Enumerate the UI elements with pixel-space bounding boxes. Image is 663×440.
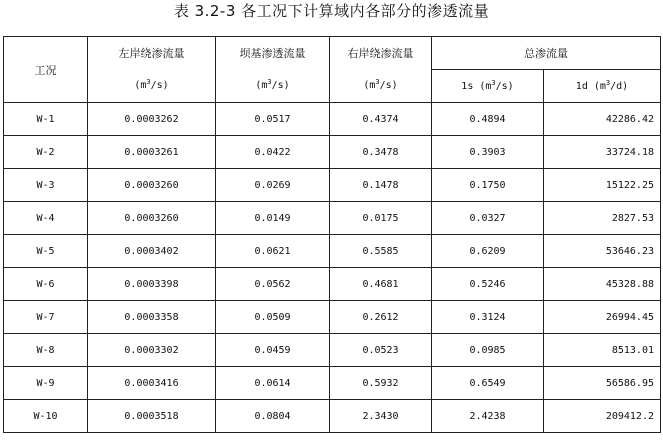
cell-total-per-day: 33724.18 <box>544 136 661 169</box>
header-total-per-second: 1s $(m^3/s)$ <box>432 70 544 103</box>
cell-left-bank: 0.0003260 <box>88 202 216 235</box>
cell-foundation: 0.0804 <box>216 400 330 433</box>
cell-total-per-day: 56586.95 <box>544 367 661 400</box>
cell-condition: W-7 <box>4 301 88 334</box>
table-row <box>4 367 661 400</box>
cell-right-bank: 0.3478 <box>330 136 432 169</box>
cell-foundation: 0.0562 <box>216 268 330 301</box>
cell-condition: W-8 <box>4 334 88 367</box>
cell-right-bank: 0.5932 <box>330 367 432 400</box>
header-condition: 工况 <box>4 37 88 103</box>
seepage-table <box>3 36 661 433</box>
cell-left-bank: 0.0003518 <box>88 400 216 433</box>
cell-left-bank: 0.0003260 <box>88 169 216 202</box>
cell-left-bank: 0.0003261 <box>88 136 216 169</box>
table-title: 表 3.2-3 各工况下计算域内各部分的渗透流量 <box>173 2 490 20</box>
header-foundation: 坝基渗透流量 <box>216 37 330 70</box>
cell-right-bank: 0.4681 <box>330 268 432 301</box>
cell-condition: W-5 <box>4 235 88 268</box>
cell-total-per-second: 0.0327 <box>432 202 544 235</box>
cell-foundation: 0.0621 <box>216 235 330 268</box>
header-left-bank: 左岸绕渗流量 <box>88 37 216 70</box>
table-row <box>4 103 661 136</box>
header-row-1 <box>4 37 661 70</box>
unit-left-bank: $(m^3/s)$ <box>88 70 216 103</box>
cell-condition: W-10 <box>4 400 88 433</box>
cell-right-bank: 0.2612 <box>330 301 432 334</box>
cell-total-per-second: 0.6549 <box>432 367 544 400</box>
cell-total-per-day: 53646.23 <box>544 235 661 268</box>
header-total-per-day: 1d $(m^3/d)$ <box>544 70 661 103</box>
unit-right-bank: $(m^3/s)$ <box>330 70 432 103</box>
cell-foundation: 0.0517 <box>216 103 330 136</box>
table-row <box>4 268 661 301</box>
cell-right-bank: 0.0175 <box>330 202 432 235</box>
cell-left-bank: 0.0003398 <box>88 268 216 301</box>
cell-foundation: 0.0459 <box>216 334 330 367</box>
table-row <box>4 169 661 202</box>
cell-total-per-day: 209412.2 <box>544 400 661 433</box>
cell-total-per-second: 2.4238 <box>432 400 544 433</box>
cell-condition: W-6 <box>4 268 88 301</box>
cell-total-per-day: 42286.42 <box>544 103 661 136</box>
cell-total-per-second: 0.1750 <box>432 169 544 202</box>
cell-total-per-second: 0.6209 <box>432 235 544 268</box>
cell-total-per-day: 8513.01 <box>544 334 661 367</box>
table-row <box>4 301 661 334</box>
cell-right-bank: 2.3430 <box>330 400 432 433</box>
cell-total-per-second: 0.3124 <box>432 301 544 334</box>
cell-total-per-day: 45328.88 <box>544 268 661 301</box>
table-row <box>4 334 661 367</box>
table-row <box>4 202 661 235</box>
cell-right-bank: 0.1478 <box>330 169 432 202</box>
cell-total-per-second: 0.3903 <box>432 136 544 169</box>
table-row <box>4 136 661 169</box>
cell-right-bank: 0.4374 <box>330 103 432 136</box>
cell-total-per-day: 15122.25 <box>544 169 661 202</box>
header-total: 总渗流量 <box>432 37 661 70</box>
cell-foundation: 0.0149 <box>216 202 330 235</box>
cell-total-per-second: 0.4894 <box>432 103 544 136</box>
cell-total-per-day: 26994.45 <box>544 301 661 334</box>
cell-left-bank: 0.0003416 <box>88 367 216 400</box>
cell-foundation: 0.0509 <box>216 301 330 334</box>
cell-condition: W-3 <box>4 169 88 202</box>
cell-foundation: 0.0422 <box>216 136 330 169</box>
header-right-bank: 右岸绕渗流量 <box>330 37 432 70</box>
cell-right-bank: 0.0523 <box>330 334 432 367</box>
cell-foundation: 0.0269 <box>216 169 330 202</box>
cell-total-per-second: 0.5246 <box>432 268 544 301</box>
cell-left-bank: 0.0003262 <box>88 103 216 136</box>
unit-foundation: $(m^3/s)$ <box>216 70 330 103</box>
cell-left-bank: 0.0003302 <box>88 334 216 367</box>
table-row <box>4 235 661 268</box>
cell-foundation: 0.0614 <box>216 367 330 400</box>
cell-condition: W-1 <box>4 103 88 136</box>
cell-condition: W-4 <box>4 202 88 235</box>
table-row <box>4 400 661 433</box>
header-row-2 <box>4 70 661 103</box>
cell-right-bank: 0.5585 <box>330 235 432 268</box>
cell-condition: W-9 <box>4 367 88 400</box>
cell-total-per-second: 0.0985 <box>432 334 544 367</box>
cell-left-bank: 0.0003402 <box>88 235 216 268</box>
cell-condition: W-2 <box>4 136 88 169</box>
cell-left-bank: 0.0003358 <box>88 301 216 334</box>
cell-total-per-day: 2827.53 <box>544 202 661 235</box>
